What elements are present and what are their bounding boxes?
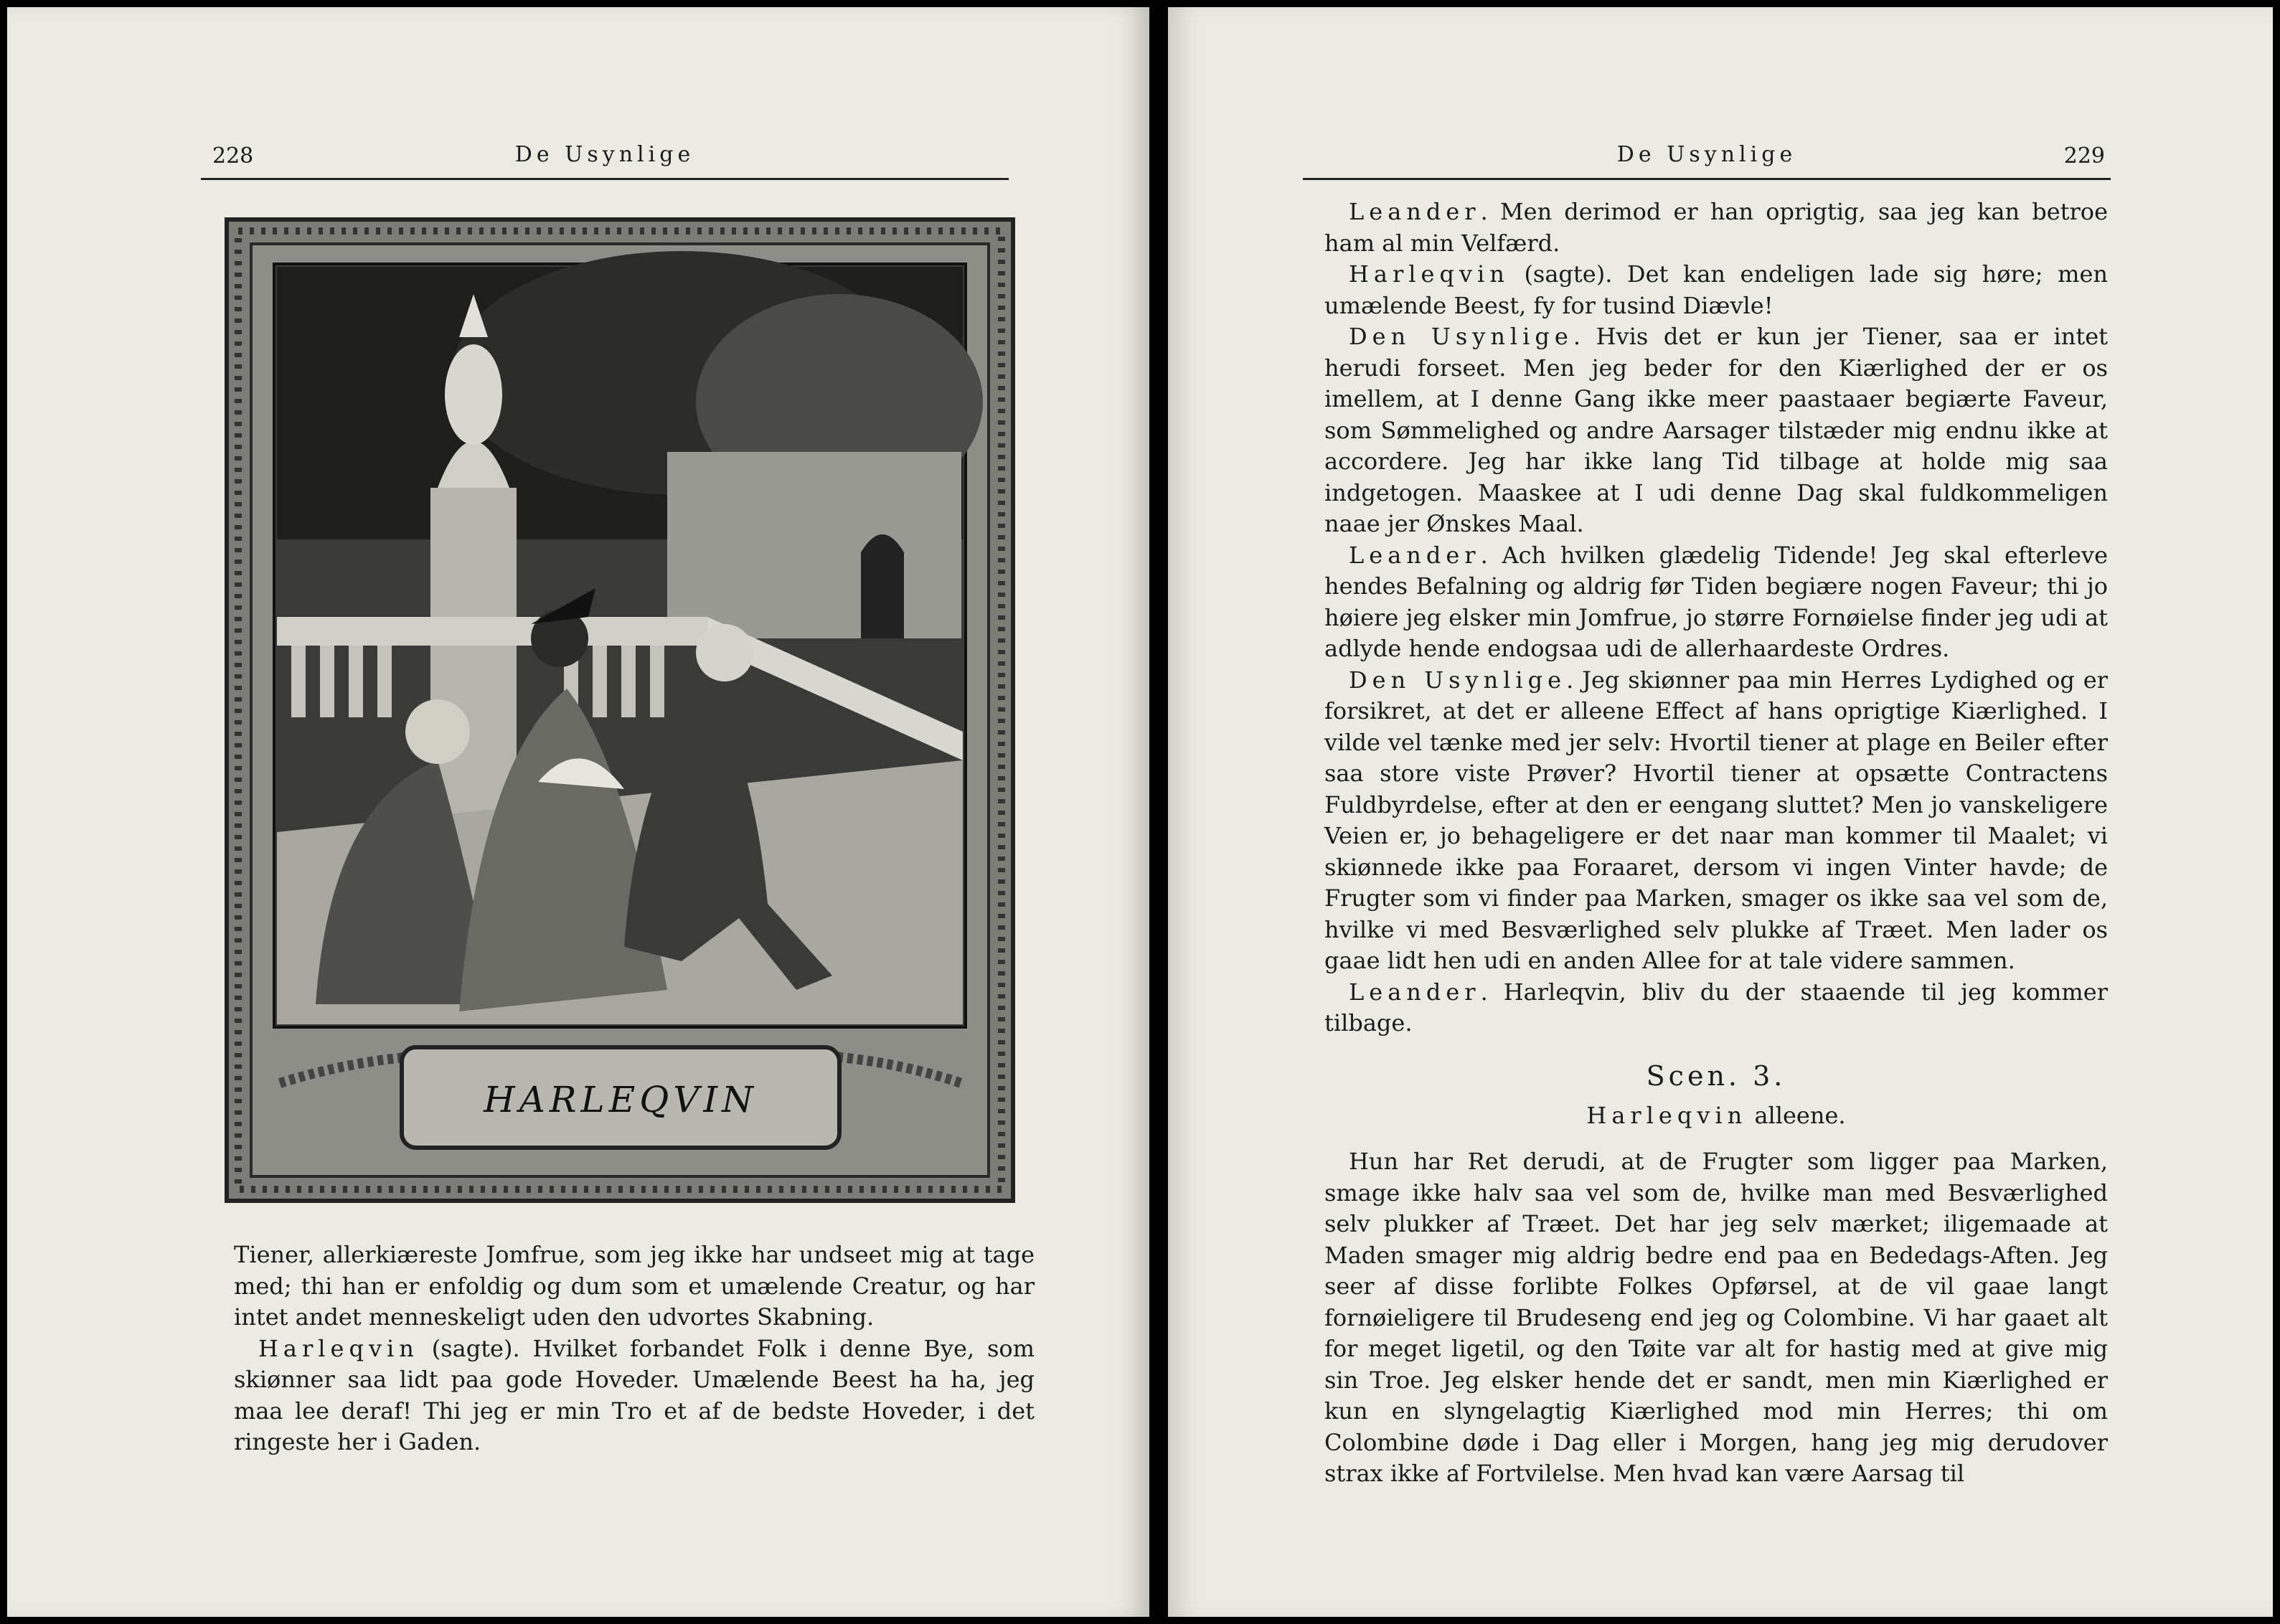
speaker-name: Harleqvin (1349, 260, 1509, 288)
right-page (1168, 7, 2273, 1617)
running-head-left (201, 135, 1009, 180)
speaker-name: Leander (1349, 978, 1481, 1006)
speaker-name: Den Usynlige (1349, 323, 1573, 350)
scene-title: Scen. 3. (1646, 1060, 1786, 1092)
speaker-name: Leander (1349, 541, 1481, 569)
speaker-name: Harleqvin (258, 1334, 419, 1362)
illustration (222, 215, 1017, 1219)
right-paragraph-1: Leander. Men derimod er han oprigtig, saa jeg kan betroe ham al min Velfærd. (1324, 198, 2108, 257)
right-paragraph-6: Leander. Harleqvin, bliv du der staaende til jeg kommer tilbage. (1324, 978, 2108, 1037)
speaker-name: Harleqvin (1586, 1102, 1748, 1129)
left-page (7, 7, 1149, 1617)
page-number-right: 229 (2063, 143, 2105, 169)
speaker-name: Leander (1349, 198, 1481, 225)
scene-paragraph: Hun har Ret derudi, at de Frugter som ligger paa Marken, smage ikke halv saa vel som de, hvilke man med Besværlighed selv plukker af Træet. Det har jeg selv mærket; iligemaade at Maden smager mig aldrig bedre end paa en Bededags-Aften. Jeg seer af disse forlibte Folkes Opførsel, at de vil gaae langt fornøieligere til Brudeseng end jeg og Colombine. Vi har gaaet alt for meget ligetil, og den Tøite var alt for hastig med at give mig sin Troe. Jeg elsker hende det er sandt, men min Kiærlighed er kun en slyngelagtig Kiærlighed mod min Herres; thi om Colombine døde i Dag eller i Morgen, hang jeg mig derudover strax ikke af Fortvilelse. Men hvad kan være Aarsag til (1324, 1148, 2108, 1487)
right-paragraph-3: Den Usynlige. Hvis det er kun jer Tiener, saa er intet herudi forseet. Men jeg beder for den Kiærlighed der er os imellem, at I denne Gang ikke meer paastaaer begiærte Faveur, som Sømmelighed og andre Aarsager tilstæder mig endnu ikke at accordere. Jeg har ikke lang Tid tilbage at holde mig saa indgetogen. Maaskee at I udi denne Dag skal fuldkommeligen naae jer Ønskes Maal. (1324, 323, 2108, 537)
left-paragraph-1: Tiener, allerkiæreste Jomfrue, som jeg ikke har undseet mig at tage med; thi han er enfoldig og dum som et umælende Creatur, og har intet andet menneskeligt uden den udvortes Skabning. (234, 1241, 1035, 1331)
running-title-left: De Usynlige (514, 142, 695, 167)
banner-text: HARLEQVIN (484, 1079, 758, 1120)
right-text (1324, 197, 2108, 1039)
scene-body (1324, 1146, 2108, 1490)
speaker-name: Den Usynlige (1349, 666, 1567, 694)
running-title-right: De Usynlige (1616, 142, 1797, 167)
right-paragraph-5: Den Usynlige. Jeg skiønner paa min Herres Lydighed og er forsikret, at det er alleene Effect af hans oprigtige Kiærlighed. I vilde vel tænke med jer selv: Hvortil tiener at plage en Beiler efter saa store viste Prøver? Hvortil tiener at opsætte Contractens Fuldbyrdelse, efter at den er eengang sluttet? Men jo vanskeligere Veien er, jo behageligere er det naar man kommer til Maalet; vi skiønnede ikke paa Foraaret, dersom vi ingen Vinter havde; de Frugter som vi finder paa Marken, smager os ikke saa vel som de, hvilke vi med Besværlighed selv plukke af Træet. Men lader os gaae lidt hen udi en anden Allee for at tale videre sammen. (1324, 666, 2109, 974)
scene-subtitle: Harleqvin alleene. (1586, 1102, 1846, 1129)
right-paragraph-4: Leander. Ach hvilken glædelig Tidende! Jeg skal efterleve hendes Befalning og aldrig før Tiden begiære nogen Faveur; thi jo høiere jeg elsker min Jomfrue, jo større Fornøielse finder jeg udi at adlyde hende endogsaa udi de allerhaardeste Ordres. (1324, 541, 2108, 662)
page-number-left: 228 (212, 143, 254, 169)
right-paragraph-2: Harleqvin (sagte). Det kan endeligen lade sig høre; men umælende Beest, fy for tusind Diævle! (1324, 260, 2109, 319)
left-text (234, 1240, 1035, 1458)
running-head-right (1303, 135, 2111, 180)
left-paragraph-2: Harleqvin (sagte). Hvilket forbandet Folk i denne Bye, som skiønner saa lidt paa gode Hoveder. Umælende Beest ha ha, jeg maa lee deraf! Thi jeg er min Tro et af de bedste Hoveder, i det ringeste her i Gaden. (234, 1334, 1035, 1455)
